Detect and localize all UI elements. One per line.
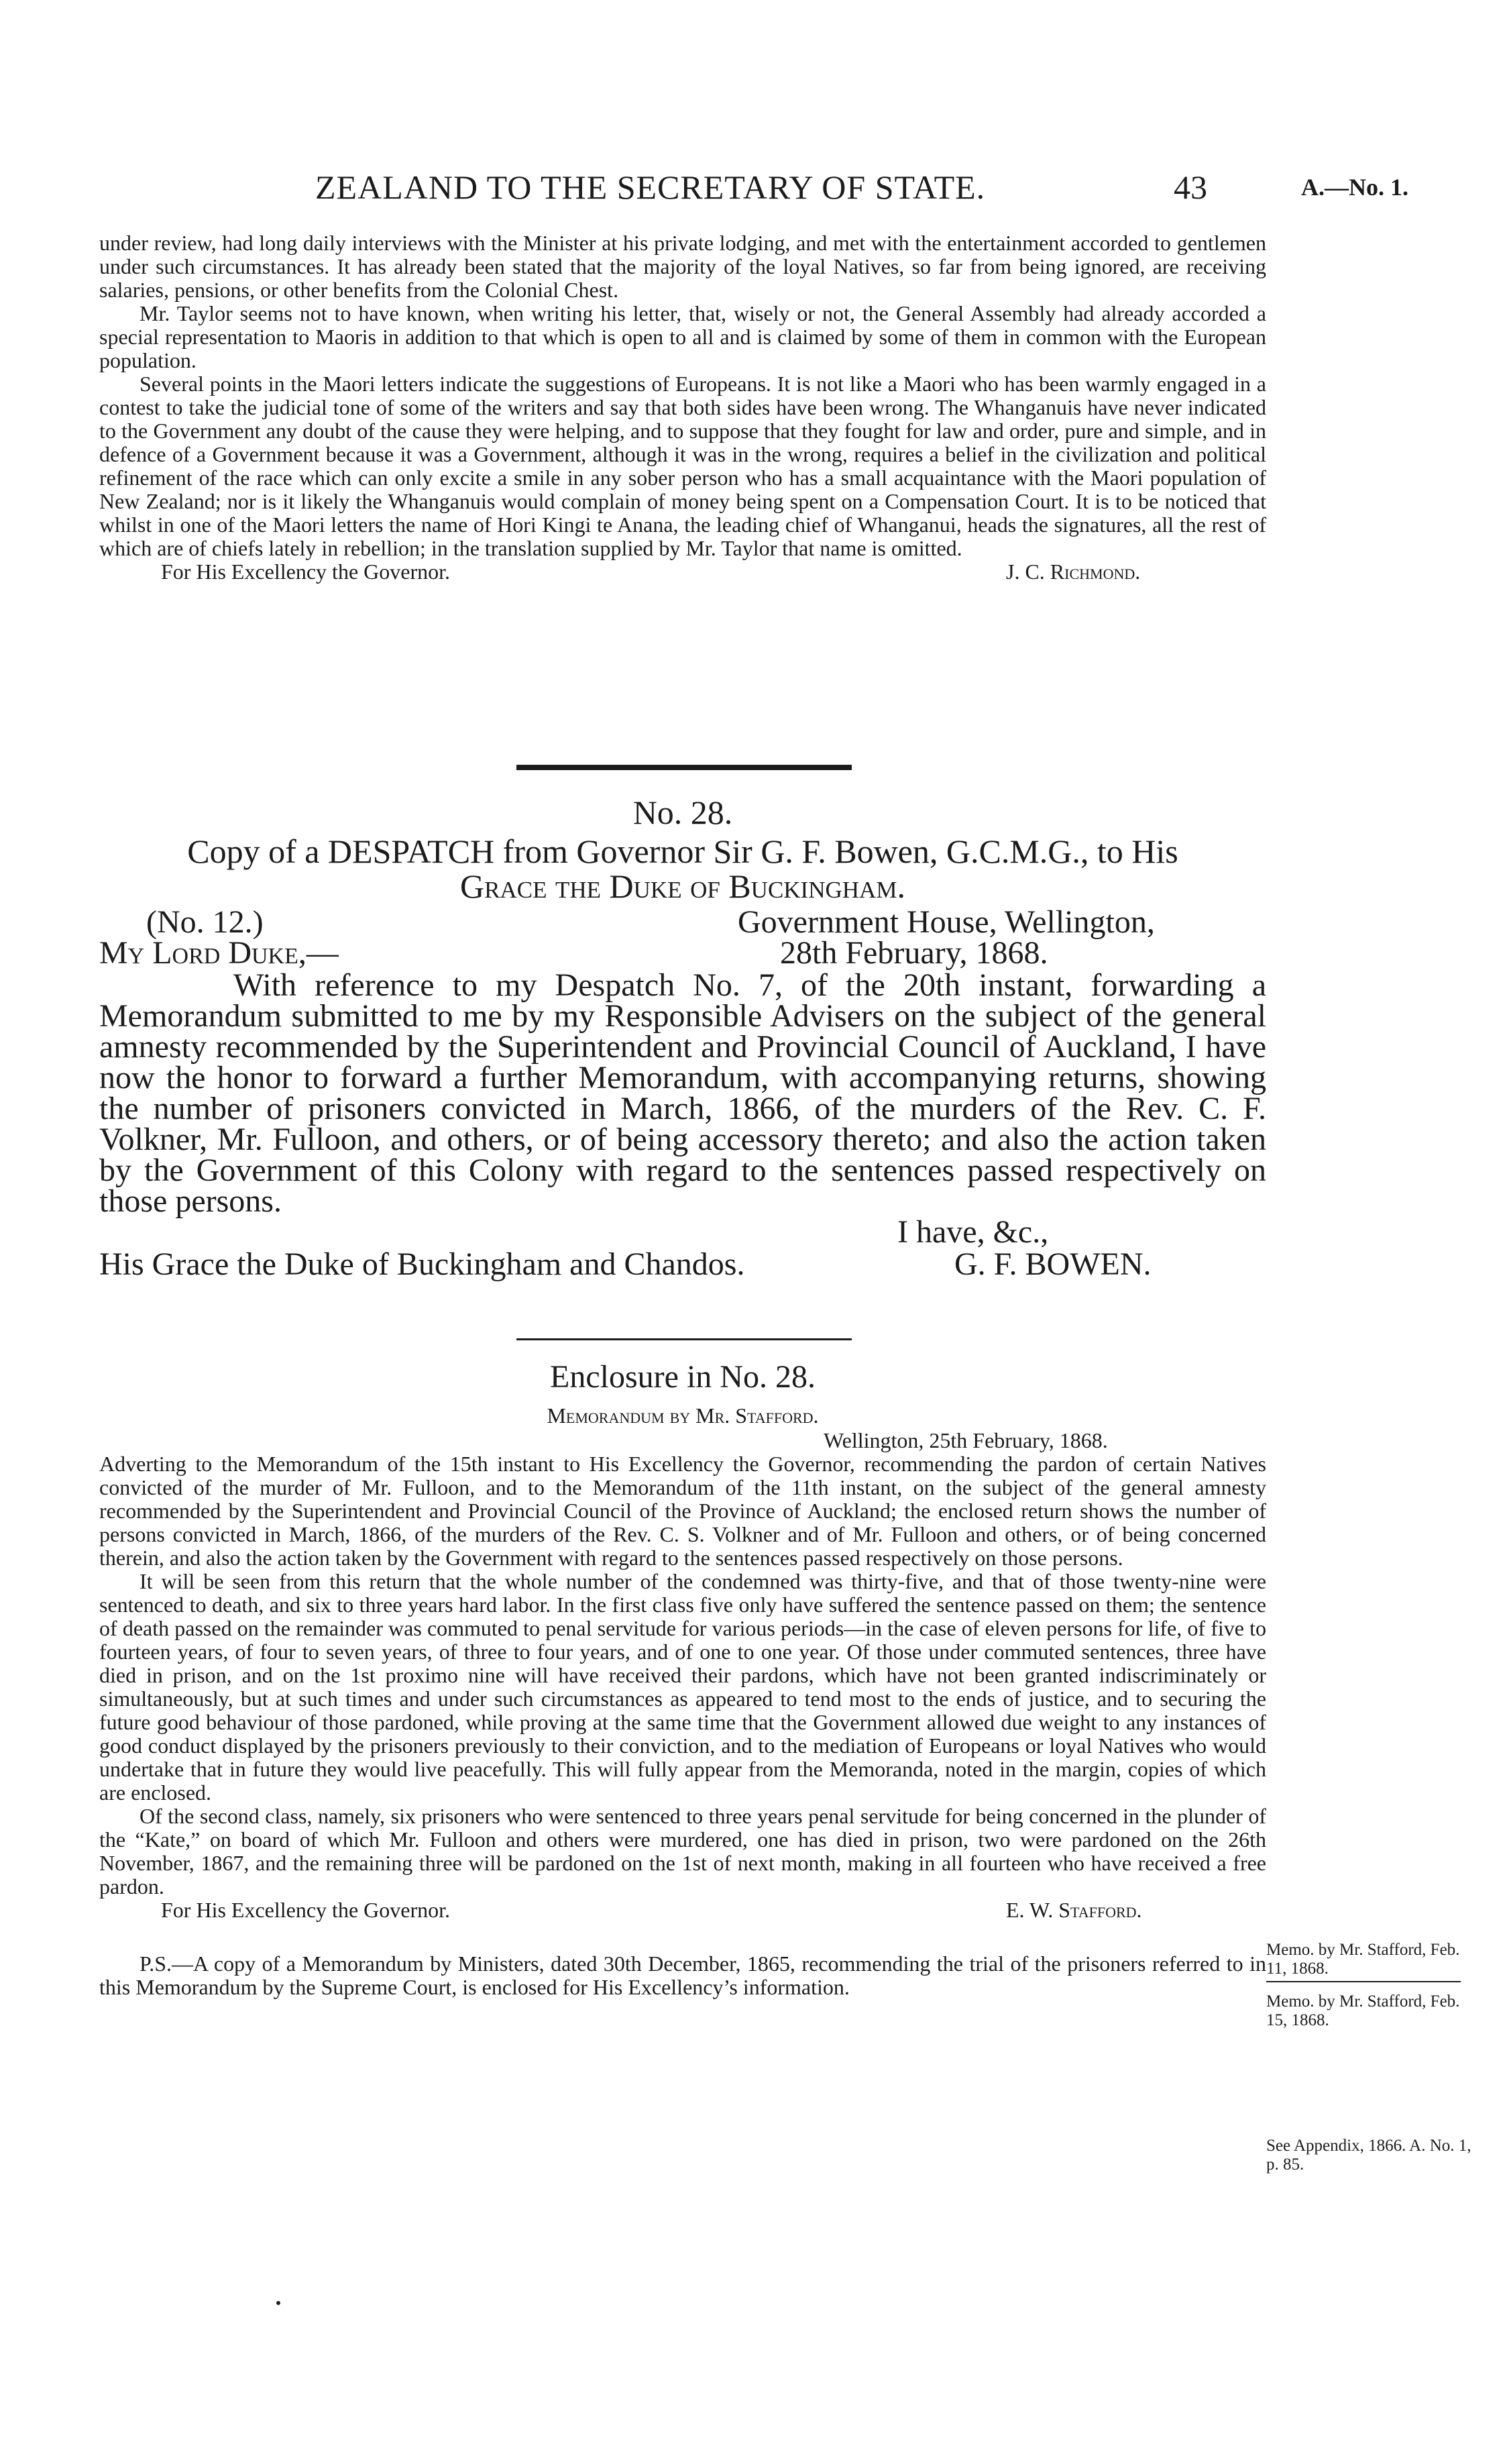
despatch-ref: (No. 12.) <box>146 904 264 940</box>
enclosure-title: Enclosure in No. 28. <box>550 1359 816 1395</box>
closing-line <box>99 1214 1266 1250</box>
signature-line <box>99 1898 1266 1925</box>
enclosure-body <box>99 1429 1266 1999</box>
series-reference: A.—No. 1. <box>1301 174 1408 201</box>
despatch-address: Government House, Wellington, <box>738 904 1155 940</box>
margin-note <box>1266 2137 1481 2174</box>
despatch-title-line: Copy of a DESPATCH from Governor Sir G. F. Bowen, G.C.M.G., to His <box>187 833 1178 870</box>
despatch-paragraph: With reference to my Despatch No. 7, of the 20th instant, forwarding a Memorandum submitted to me by my Responsible Advisers on the subject of the general amnesty recommended by the Superintendent and Provincial Council of Auckland, I have now the honor to forward a further Memorandum, with accompanying returns, showing the number of prisoners convicted in March, 1866, of the murders of the Rev. C. F. Volkner, Mr. Fulloon, and others, or of being accessory thereto; and also the action taken by the Government of this Colony with regard to the sentences passed respectively on those persons. <box>99 967 1266 1219</box>
signature: E. W. Stafford. <box>1006 1898 1142 1922</box>
memorandum-title: Memorandum by Mr. Stafford. <box>547 1403 819 1428</box>
despatch-number: No. 28. <box>632 794 733 831</box>
paragraph: Mr. Taylor seems not to have known, when writing his letter, that, wisely or not, the General Assembly had already accorded a special representation to Maoris in addition to that which is open to all and is claimed by some of them in common with the European population. <box>99 301 1266 372</box>
memo-date: Wellington, 25th February, 1868. <box>824 1428 1108 1452</box>
margin-note <box>1266 1941 1481 1982</box>
despatch-ref-line <box>99 904 1266 940</box>
margin-note-text: See Appendix, 1866. A. No. 1, p. 85. <box>1266 2137 1471 2174</box>
signature: J. C. Richmond. <box>1006 559 1141 584</box>
section-divider <box>516 765 852 770</box>
margin-note-text: Memo. by Mr. Stafford, Feb. 11, 1868. <box>1266 1941 1460 1978</box>
despatch-title <box>99 834 1266 904</box>
memo-date-line <box>99 1429 1266 1452</box>
signature: G. F. BOWEN. <box>954 1246 1152 1282</box>
section-divider <box>516 1338 852 1340</box>
despatch-salutation-line <box>99 935 1266 971</box>
signoff: For His Excellency the Governor. <box>161 1898 450 1922</box>
signature-line <box>99 560 1266 587</box>
paragraph: under review, had long daily interviews with the Minister at his private lodging, and met with the entertainment accorded to gentlemen under such circumstances. It has already been stated that the majority of the loyal Natives, so far from being ignored, are receiving salaries, pensions, or other benefits from the Colonial Chest. <box>99 231 1266 302</box>
despatch-body <box>99 904 1266 1283</box>
ink-speck <box>276 2301 280 2305</box>
page-number: 43 <box>1174 168 1207 206</box>
closing: I have, &c., <box>897 1214 1049 1250</box>
paragraph: Several points in the Maori letters indicate the suggestions of Europeans. It is not like a Maori who has been warmly engaged in a contest to take the judicial tone of some of the writers and say that both sides have been wrong. The Whanganuis have never indicated to the Government any doubt of the cause they were helping, and to suppose that they fought for law and order, pure and simple, and in defence of a Government because it was a Government, although it was in the wrong, requires a belief in the civilization and political refinement of the race which can only excite a smile in any sober person who has a small acquaintance with the Maori population of New Zealand; nor is it likely the Whanganuis would complain of money being spent on a Compensation Court. It is to be noticed that whilst in one of the Maori letters the name of Hori Kingi te Anana, the leading chief of Whanganui, heads the signatures, all the rest of which are of chiefs lately in rebellion; in the translation supplied by Mr. Taylor that name is omitted. <box>99 372 1266 560</box>
margin-note-rule <box>1266 1981 1461 1982</box>
paragraph: It will be seen from this return that the whole number of the condemned was thirty-five, and that of those twenty-nine were sentenced to death, and six to three years hard labor. In the first class five only have suffered the sentence passed on them; the sentence of death passed on the remainder was commuted to penal servitude for various periods—in the case of eleven persons for life, of five to fourteen years, of four to seven years, of three to four years, and of one to one year. Of those under commuted sentences, three have died in prison, and on the 1st proximo nine will have received their pardons, which have not been granted indiscriminately or simultaneously, but at such times and under such circumstances as appeared to tend most to the ends of justice, and to securing the future good behaviour of those pardoned, while proving at the same time that the Government allowed due weight to any instances of good conduct displayed by the prisoners previously to their conviction, and to the mediation of Europeans or loyal Natives who would undertake that in future they would live peacefully. This will fully appear from the Memoranda, noted in the margin, copies of which are enclosed. <box>99 1569 1266 1805</box>
signature-line <box>99 1246 1266 1283</box>
running-header <box>94 168 1475 215</box>
despatch-title-line: Grace the Duke of Buckingham. <box>460 867 905 905</box>
paragraph: Of the second class, namely, six prisoners who were sentenced to three years penal servitude for being concerned in the plunder of the “Kate,” on board of which Mr. Fulloon and others were murdered, one has died in prison, two were pardoned on the 26th November, 1867, and the remaining three will be pardoned on the 1st of next month, making in all fourteen who have received a free pardon. <box>99 1804 1266 1898</box>
despatch-date: 28th February, 1868. <box>780 935 1048 971</box>
previous-memorandum <box>99 231 1266 587</box>
running-title: ZEALAND TO THE SECRETARY OF STATE. <box>315 168 986 206</box>
margin-note-text: Memo. by Mr. Stafford, Feb. 15, 1868. <box>1266 1992 1460 2029</box>
paragraph: Adverting to the Memorandum of the 15th instant to His Excellency the Governor, recommending the pardon of certain Natives convicted of the murder of Mr. Fulloon, and to the Memorandum of the 11th instant, on the subject of the general amnesty recommended by the Superintendent and Provincial Council of the Province of Auckland; the enclosed return shows the number of persons convicted in March, 1866, of the murders of the Rev. C. S. Volkner and of Mr. Fulloon and others, or of being concerned therein, and also the action taken by the Government with regard to the sentences passed respectively on those persons. <box>99 1452 1266 1570</box>
postscript: P.S.—A copy of a Memorandum by Ministers, dated 30th December, 1865, recommending the trial of the prisoners referred to in this Memorandum by the Supreme Court, is enclosed for His Excellency’s information. <box>99 1951 1266 1999</box>
margin-note <box>1266 1992 1481 2030</box>
addressee: His Grace the Duke of Buckingham and Chandos. <box>99 1246 745 1282</box>
signoff: For His Excellency the Governor. <box>161 559 450 584</box>
salutation: My Lord Duke,— <box>99 935 339 971</box>
